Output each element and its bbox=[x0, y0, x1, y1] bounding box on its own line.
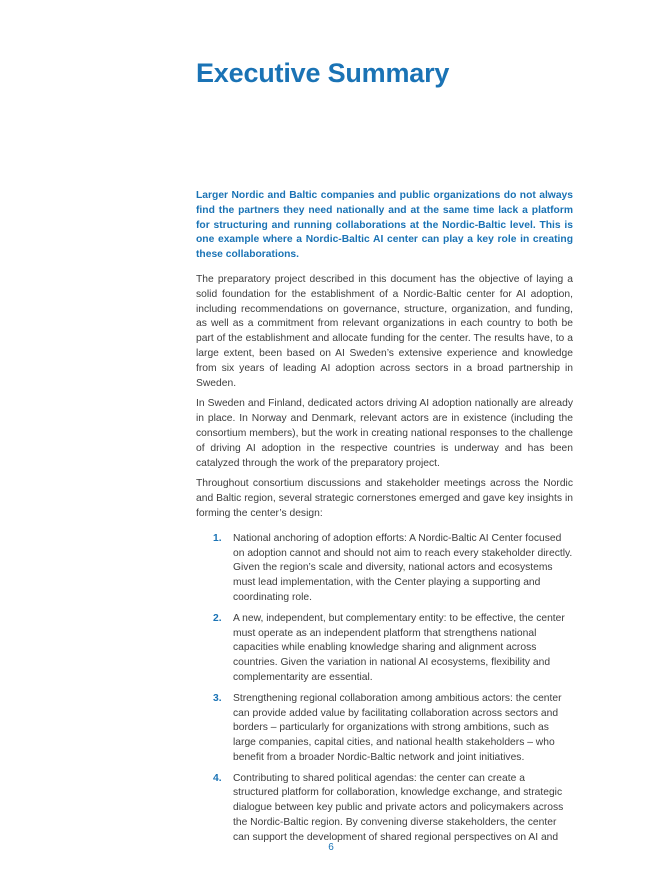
page-number: 6 bbox=[328, 842, 334, 853]
list-item-text: Contributing to shared political agendas: the center can create a structured platform for collaboration, knowledge exchange, and strategic dialogue between key public and private actors and policymakers across the Nordic-Baltic region. By convening diverse stakeholders, the center can support the development of shared regional perspectives on AI and bbox=[233, 772, 564, 843]
body-paragraph-3: Throughout consortium discussions and stakeholder meetings across the Nordic and Baltic region, several strategic cornerstones emerged and gave key insights in forming the center’s design: bbox=[196, 478, 573, 519]
list-item-number: 3. bbox=[213, 692, 222, 704]
body-paragraph-2: In Sweden and Finland, dedicated actors driving AI adoption nationally are already in place. In Norway and Denmark, relevant actors are in existence (including the consortium members), but the work in creating national responses to the challenge of driving AI adoption in the respective countries is underway and has been catalyzed through the work of the preparatory project. bbox=[196, 398, 573, 469]
list-item bbox=[196, 532, 573, 606]
list-item-text: A new, independent, but complementary entity: to be effective, the center must operate as an independent platform that strengthens national capacities while enabling knowledge sharing and alignment across countries. Given the variation in national AI ecosystems, flexibility and complementarity are essential. bbox=[233, 612, 565, 683]
summary-body bbox=[196, 189, 573, 852]
cornerstones-list bbox=[196, 532, 573, 846]
list-item bbox=[196, 692, 573, 766]
list-item-number: 1. bbox=[213, 532, 222, 544]
list-item-number: 4. bbox=[213, 772, 222, 784]
page-title: Executive Summary bbox=[196, 58, 450, 88]
lead-paragraph: Larger Nordic and Baltic companies and public organizations do not always find the partners they need nationally and at the same time lack a platform for structuring and running collaborations at the Nordic-Baltic level. This is one example where a Nordic-Baltic AI center can play a key role in creating these collaborations. bbox=[196, 190, 573, 261]
list-item-text: National anchoring of adoption efforts: A Nordic-Baltic AI Center focused on adoption cannot and should not aim to reach every stakeholder directly. Given the region’s scale and diversity, national actors and ecosystems must lead implementation, with the Center playing a supporting and coordinating role. bbox=[233, 532, 573, 603]
list-item-text: Strengthening regional collaboration among ambitious actors: the center can provide added value by facilitating collaboration across sectors and borders – particularly for organizations with strong ambitions, such as large companies, capital cities, and national health stakeholders – who benefit from a broader Nordic-Baltic network and joint initiatives. bbox=[233, 692, 562, 763]
list-item bbox=[196, 772, 573, 846]
body-paragraph-1: The preparatory project described in this document has the objective of laying a solid foundation for the establishment of a Nordic-Baltic center for AI adoption, including recommendations on governance, structure, organization, and funding, as well as a commitment from relevant organizations in each country to both be part of the establishment and allocate funding for the center. The results have, to a large extent, been based on AI Sweden’s extensive experience and knowledge from six years of leading AI adoption across sectors in a broad partnership in Sweden. bbox=[196, 273, 573, 389]
list-item-number: 2. bbox=[213, 612, 222, 624]
list-item bbox=[196, 612, 573, 686]
